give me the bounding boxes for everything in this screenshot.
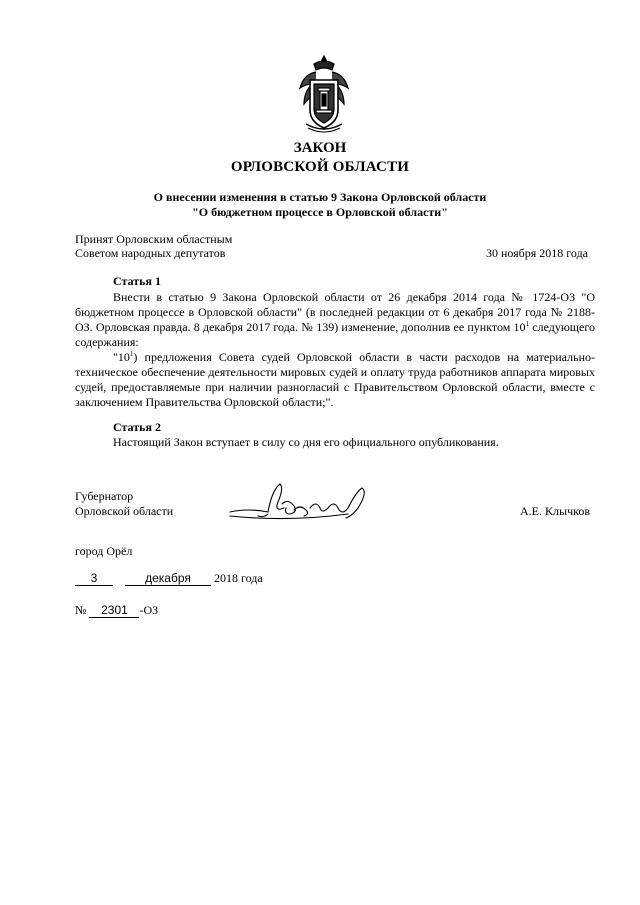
- signing-month: декабря: [125, 572, 211, 586]
- article2-text: Настоящий Закон вступает в силу со дня его официального опубликования.: [113, 435, 499, 449]
- signing-year: 2018 года: [214, 571, 263, 585]
- article2-heading: Статья 2: [113, 420, 161, 434]
- signing-city: город Орёл: [75, 544, 133, 558]
- signing-day: 3: [75, 572, 113, 586]
- number-value: 2301: [89, 604, 139, 618]
- article1-paragraph2: "$10^1$) предложения Совета судей Орловской области в части расходов на материально-техническое обеспечение деятельности мировых судей и оплату труда работников аппарата мировых судей, предоставляемые при наличии разногласий с Правительством Орловской области, вместе с заключением Правительства Орловской области;".: [75, 350, 595, 409]
- document-subtitle-line2: "О бюджетном процессе в Орловской области": [192, 205, 448, 219]
- signatory-name: А.Е. Клычков: [520, 504, 590, 518]
- article1-body: [75, 290, 595, 410]
- number-prefix: №: [75, 603, 87, 617]
- law-number: [75, 603, 158, 618]
- handwritten-signature: [228, 478, 378, 528]
- document-region-title: ОРЛОВСКОЙ ОБЛАСТИ: [230, 159, 410, 175]
- signatory-title-line1: Губернатор: [75, 489, 134, 503]
- number-suffix: -ОЗ: [139, 603, 159, 617]
- adoption-line2: Советом народных депутатов: [75, 246, 226, 260]
- adoption-date: 30 ноября 2018 года: [485, 246, 588, 260]
- adoption-line1: Принят Орловским областным: [75, 232, 233, 246]
- document-subtitle-line1: О внесении изменения в статью 9 Закона Орловской области: [153, 190, 487, 204]
- signing-date: [75, 571, 263, 586]
- article1-heading: Статья 1: [113, 274, 161, 288]
- document-title: ЗАКОН: [293, 140, 347, 156]
- article1-paragraph1: Внести в статью 9 Закона Орловской области от 26 декабря 2014 года № 1724-ОЗ "О бюджетном процессе в Орловской области" (в последней редакции от 6 декабря 2017 года № 2188-ОЗ. Орловская правда. 8 декабря 2017 года. № 139) изменение, дополнив ее пунктом $10^1$ следующего содержания:: [75, 290, 595, 349]
- signatory-title-line2: Орловской области: [75, 504, 174, 518]
- coat-of-arms-icon: [296, 54, 352, 136]
